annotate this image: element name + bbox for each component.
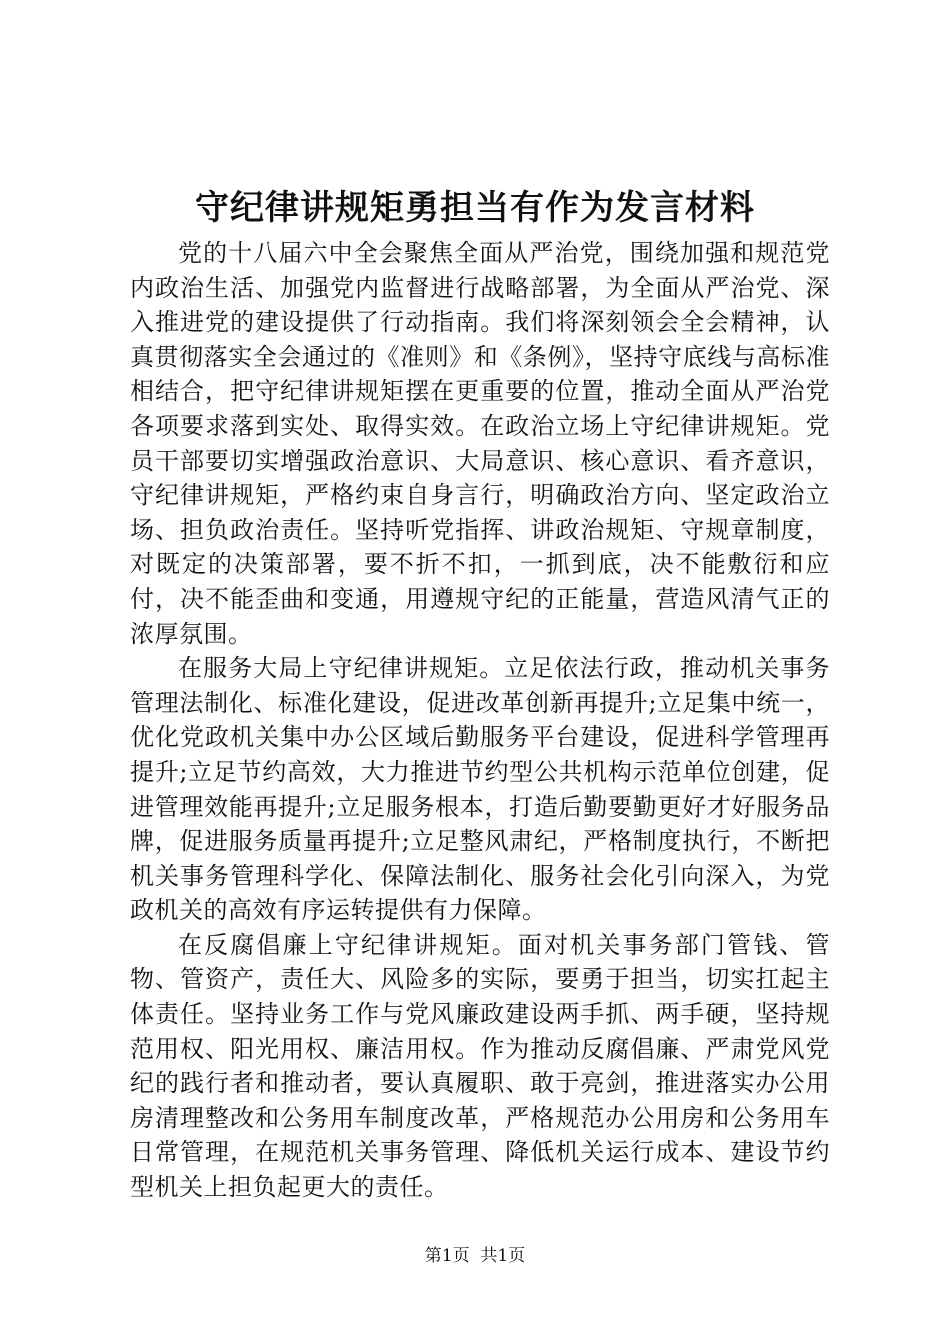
- document-body: [130, 236, 830, 1205]
- paragraph-anti-corruption: 在反腐倡廉上守纪律讲规矩。面对机关事务部门管钱、管物、管资产，责任大、风险多的实际，要勇于担当，切实扛起主体责任。坚持业务工作与党风廉政建设两手抓、两手硬，坚持规范用权、阳光用权、廉洁用权。作为推动反腐倡廉、严肃党风党纪的践行者和推动者，要认真履职、敢于亮剑，推进落实办公用房清理整改和公务用车制度改革，严格规范办公用房和公务用车日常管理，在规范机关事务管理、降低机关运行成本、建设节约型机关上担负起更大的责任。: [130, 930, 830, 1202]
- page-footer: [0, 1244, 950, 1268]
- paragraph-political-stance: 党的十八届六中全会聚焦全面从严治党，围绕加强和规范党内政治生活、加强党内监督进行战略部署，为全面从严治党、深入推进党的建设提供了行动指南。我们将深刻领会全会精神，认真贯彻落实全会通过的《准则》和《条例》，坚持守底线与高标准相结合，把守纪律讲规矩摆在更重要的位置，推动全面从严治党各项要求落到实处、取得实效。在政治立场上守纪律讲规矩。党员干部要切实增强政治意识、大局意识、核心意识、看齐意识，守纪律讲规矩，严格约束自身言行，明确政治方向、坚定政治立场、担负政治责任。坚持听党指挥、讲政治规矩、守规章制度，对既定的决策部署，要不折不扣，一抓到底，决不能敷衍和应付，决不能歪曲和变通，用遵规守纪的正能量，营造风清气正的浓厚氛围。: [130, 239, 830, 648]
- paragraph-serving-overall: 在服务大局上守纪律讲规矩。立足依法行政，推动机关事务管理法制化、标准化建设，促进改革创新再提升;立足集中统一，优化党政机关集中办公区域后勤服务平台建设，促进科学管理再提升;立足节约高效，大力推进节约型公共机构示范单位创建，促进管理效能再提升;立足服务根本，打造后勤要勤更好才好服务品牌，促进服务质量再提升;立足整风肃纪，严格制度执行，不断把机关事务管理科学化、保障法制化、服务社会化引向深入，为党政机关的高效有序运转提供有力保障。: [130, 654, 830, 925]
- document-title: 守纪律讲规矩勇担当有作为发言材料: [195, 188, 755, 228]
- page-total: 共1页: [480, 1246, 526, 1266]
- page-number: 第1页: [424, 1246, 470, 1266]
